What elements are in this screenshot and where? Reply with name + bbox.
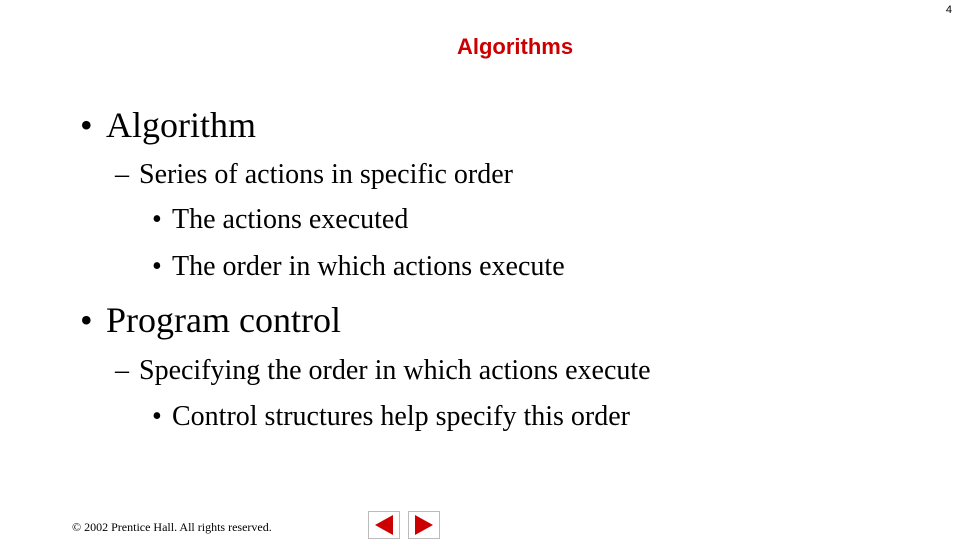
sub-bullet-series-of-actions bbox=[115, 159, 513, 191]
sub-sub-bullet-actions-executed bbox=[152, 204, 408, 236]
bullet-marker: • bbox=[152, 204, 162, 235]
sub-bullet-specifying-order bbox=[115, 355, 651, 387]
left-triangle-icon bbox=[373, 514, 395, 536]
bullet-text: Algorithm bbox=[106, 105, 256, 145]
right-triangle-icon bbox=[413, 514, 435, 536]
next-slide-button[interactable] bbox=[408, 511, 440, 539]
bullet-marker: • bbox=[152, 251, 162, 282]
sub-sub-bullet-control-structures bbox=[152, 401, 630, 433]
copyright-footer: © 2002 Prentice Hall. All rights reserved. bbox=[72, 520, 272, 534]
bullet-algorithm bbox=[80, 104, 256, 146]
bullet-program-control bbox=[80, 299, 341, 341]
bullet-text: The actions executed bbox=[172, 204, 409, 235]
bullet-text: Specifying the order in which actions execute bbox=[139, 355, 651, 386]
bullet-text: Control structures help specify this order bbox=[172, 401, 631, 432]
slide-title: Algorithms bbox=[456, 34, 574, 59]
bullet-marker: • bbox=[152, 401, 162, 432]
bullet-marker: • bbox=[80, 105, 93, 145]
bullet-marker: – bbox=[115, 355, 129, 386]
page-number: 4 bbox=[945, 4, 952, 16]
previous-slide-button[interactable] bbox=[368, 511, 400, 539]
bullet-text: Program control bbox=[106, 300, 341, 340]
bullet-text: The order in which actions execute bbox=[172, 251, 565, 282]
bullet-text: Series of actions in specific order bbox=[139, 159, 513, 190]
bullet-marker: – bbox=[115, 159, 129, 190]
sub-sub-bullet-order-actions-execute bbox=[152, 251, 565, 283]
bullet-marker: • bbox=[80, 300, 93, 340]
